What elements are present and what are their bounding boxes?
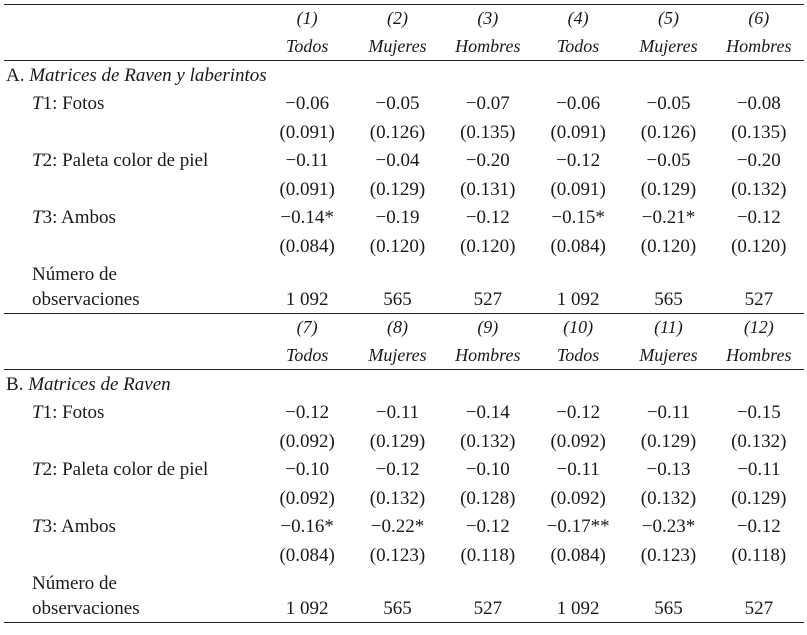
treatment-label: : Ambos xyxy=(52,207,116,228)
standard-error-row xyxy=(4,232,804,262)
standard-error-cell: (0.132) xyxy=(640,487,697,509)
empty-cell xyxy=(533,571,623,597)
coefficient-row xyxy=(4,514,804,541)
results-table xyxy=(4,4,804,623)
treatment-label: : Ambos xyxy=(52,516,116,537)
coefficient-cell: −0.20 xyxy=(736,150,781,171)
standard-error-cell: (0.084) xyxy=(550,544,606,566)
row-label xyxy=(4,400,262,427)
column-group-label: Hombres xyxy=(443,342,533,370)
treatment-symbol: T xyxy=(32,516,43,537)
coefficient-cell: −0.06 xyxy=(556,93,601,114)
empty-cell xyxy=(262,571,352,597)
observations-label-row xyxy=(4,571,804,597)
standard-error-cell: (0.129) xyxy=(369,178,426,200)
row-label xyxy=(4,91,262,118)
observations-cell: 565 xyxy=(352,288,442,314)
empty-cell xyxy=(443,571,533,597)
empty-cell xyxy=(714,262,804,288)
treatment-symbol: T xyxy=(32,459,43,480)
column-number: (9) xyxy=(443,314,533,342)
column-number: (5) xyxy=(623,5,713,33)
coefficient-cell: −0.23* xyxy=(641,516,696,537)
standard-error-row xyxy=(4,484,804,514)
coefficient-row xyxy=(4,148,804,175)
observations-cell: 527 xyxy=(443,597,533,623)
panel_a-title-row xyxy=(4,61,804,91)
standard-error-cell: (0.118) xyxy=(460,544,516,566)
standard-error-cell: (0.084) xyxy=(279,235,335,257)
coefficient-cell: −0.11 xyxy=(375,402,420,423)
coefficient-cell: −0.04 xyxy=(375,150,420,171)
coefficient-cell: −0.05 xyxy=(375,93,420,114)
coefficient-cell: −0.12 xyxy=(556,402,601,423)
observations-cell: 1 092 xyxy=(262,288,352,314)
observations-row xyxy=(4,597,804,623)
coefficient-cell: −0.10 xyxy=(285,459,330,480)
observations-label-row xyxy=(4,262,804,288)
observations-cell: 1 092 xyxy=(533,288,623,314)
treatment-label: : Fotos xyxy=(52,402,105,423)
observations-cell: 527 xyxy=(443,288,533,314)
standard-error-cell: (0.092) xyxy=(550,430,606,452)
coefficient-row xyxy=(4,457,804,484)
treatment-number: 3 xyxy=(42,516,53,537)
panel_a-column-number-row xyxy=(4,5,804,33)
observations-label: Número de xyxy=(32,572,117,594)
coefficient-cell: −0.14 xyxy=(465,402,510,423)
empty-cell xyxy=(262,262,352,288)
coefficient-cell: −0.05 xyxy=(646,93,691,114)
coefficient-cell: −0.15 xyxy=(736,402,781,423)
standard-error-row xyxy=(4,118,804,148)
row-label xyxy=(4,148,262,175)
treatment-number: 2 xyxy=(42,459,53,480)
standard-error-cell: (0.091) xyxy=(279,178,335,200)
standard-error-cell: (0.129) xyxy=(731,487,787,509)
coefficient-cell: −0.17** xyxy=(546,516,610,537)
coefficient-cell: −0.12 xyxy=(465,207,510,228)
coefficient-cell: −0.08 xyxy=(736,93,781,114)
standard-error-cell: (0.126) xyxy=(640,121,697,143)
panel-title xyxy=(4,61,804,91)
standard-error-cell: (0.126) xyxy=(369,121,426,143)
coefficient-cell: −0.11 xyxy=(737,459,781,480)
stub-cell xyxy=(4,5,262,33)
empty-cell xyxy=(714,571,804,597)
observations-cell: 1 092 xyxy=(533,597,623,623)
panel_b-title-row xyxy=(4,370,804,400)
column-number: (6) xyxy=(714,5,804,33)
stub-cell xyxy=(4,342,262,370)
panel_a-column-group-row xyxy=(4,33,804,61)
column-group-label: Todos xyxy=(262,342,352,370)
row-label xyxy=(4,205,262,232)
column-group-label: Hombres xyxy=(714,33,804,61)
panel-prefix: A. xyxy=(6,64,25,86)
observations-row xyxy=(4,288,804,314)
stub-cell xyxy=(4,175,262,205)
coefficient-cell: −0.11 xyxy=(285,150,329,171)
treatment-label: : Paleta color de piel xyxy=(52,459,209,480)
observations-cell: 565 xyxy=(352,597,442,623)
observations-label: observaciones xyxy=(4,597,262,623)
treatment-symbol: T xyxy=(32,93,43,114)
column-number: (1) xyxy=(262,5,352,33)
stub-cell xyxy=(4,427,262,457)
column-number: (12) xyxy=(714,314,804,342)
stub-cell xyxy=(4,484,262,514)
coefficient-cell: −0.12 xyxy=(736,207,781,228)
treatment-number: 3 xyxy=(42,207,53,228)
standard-error-cell: (0.123) xyxy=(369,544,426,566)
treatment-number: 2 xyxy=(42,150,53,171)
standard-error-cell: (0.092) xyxy=(550,487,606,509)
column-group-label: Mujeres xyxy=(623,342,713,370)
panel_b-column-group-row xyxy=(4,342,804,370)
coefficient-cell: −0.12 xyxy=(285,402,330,423)
empty-cell xyxy=(352,571,442,597)
standard-error-cell: (0.132) xyxy=(731,178,787,200)
panel-prefix: B. xyxy=(6,373,24,395)
standard-error-cell: (0.129) xyxy=(640,430,697,452)
coefficient-cell: −0.14* xyxy=(280,207,334,228)
results-table-body xyxy=(4,5,804,623)
standard-error-cell: (0.135) xyxy=(731,121,787,143)
standard-error-cell: (0.132) xyxy=(731,430,787,452)
treatment-label: : Paleta color de piel xyxy=(52,150,209,171)
observations-label: Número de xyxy=(32,263,117,285)
coefficient-cell: −0.10 xyxy=(465,459,510,480)
empty-cell xyxy=(623,571,713,597)
column-number: (4) xyxy=(533,5,623,33)
treatment-number: 1 xyxy=(42,93,53,114)
standard-error-cell: (0.092) xyxy=(279,430,335,452)
column-group-label: Mujeres xyxy=(352,33,442,61)
standard-error-cell: (0.135) xyxy=(460,121,516,143)
observations-cell: 565 xyxy=(623,597,713,623)
column-number: (10) xyxy=(533,314,623,342)
coefficient-row xyxy=(4,400,804,427)
row-label xyxy=(4,457,262,484)
row-label xyxy=(4,514,262,541)
stub-cell xyxy=(4,232,262,262)
treatment-symbol: T xyxy=(32,207,43,228)
standard-error-cell: (0.091) xyxy=(550,178,606,200)
standard-error-row xyxy=(4,175,804,205)
standard-error-cell: (0.132) xyxy=(369,487,426,509)
standard-error-cell: (0.131) xyxy=(460,178,516,200)
coefficient-cell: −0.12 xyxy=(736,516,781,537)
coefficient-cell: −0.11 xyxy=(556,459,600,480)
treatment-symbol: T xyxy=(32,150,43,171)
panel-title xyxy=(4,370,804,400)
stub-cell xyxy=(4,314,262,342)
coefficient-row xyxy=(4,205,804,232)
panel-title-text: Matrices de Raven y laberintos xyxy=(29,64,267,86)
standard-error-cell: (0.092) xyxy=(279,487,335,509)
standard-error-cell: (0.091) xyxy=(279,121,335,143)
panel_b-column-number-row xyxy=(4,314,804,342)
standard-error-row xyxy=(4,427,804,457)
coefficient-cell: −0.16* xyxy=(280,516,334,537)
standard-error-cell: (0.118) xyxy=(731,544,787,566)
column-group-label: Todos xyxy=(533,33,623,61)
standard-error-cell: (0.084) xyxy=(550,235,606,257)
coefficient-cell: −0.22* xyxy=(370,516,425,537)
column-number: (8) xyxy=(352,314,442,342)
empty-cell xyxy=(352,262,442,288)
coefficient-cell: −0.11 xyxy=(646,402,691,423)
coefficient-cell: −0.05 xyxy=(646,150,691,171)
column-group-label: Hombres xyxy=(443,33,533,61)
standard-error-cell: (0.120) xyxy=(640,235,697,257)
coefficient-cell: −0.20 xyxy=(465,150,510,171)
treatment-symbol: T xyxy=(32,402,43,423)
standard-error-row xyxy=(4,541,804,571)
stub-cell xyxy=(4,118,262,148)
empty-cell xyxy=(533,262,623,288)
empty-cell xyxy=(443,262,533,288)
column-group-label: Mujeres xyxy=(623,33,713,61)
standard-error-cell: (0.120) xyxy=(731,235,787,257)
standard-error-cell: (0.128) xyxy=(460,487,516,509)
coefficient-cell: −0.13 xyxy=(646,459,691,480)
standard-error-cell: (0.120) xyxy=(460,235,516,257)
column-group-label: Hombres xyxy=(714,342,804,370)
observations-cell: 565 xyxy=(623,288,713,314)
coefficient-cell: −0.21* xyxy=(641,207,696,228)
observations-cell: 1 092 xyxy=(262,597,352,623)
coefficient-cell: −0.12 xyxy=(465,516,510,537)
treatment-number: 1 xyxy=(42,402,53,423)
empty-cell xyxy=(623,262,713,288)
standard-error-cell: (0.129) xyxy=(369,430,426,452)
coefficient-cell: −0.12 xyxy=(375,459,420,480)
standard-error-cell: (0.091) xyxy=(550,121,606,143)
standard-error-cell: (0.084) xyxy=(279,544,335,566)
treatment-label: : Fotos xyxy=(52,93,105,114)
coefficient-cell: −0.07 xyxy=(465,93,510,114)
standard-error-cell: (0.129) xyxy=(640,178,697,200)
standard-error-cell: (0.132) xyxy=(460,430,516,452)
panel-title-text: Matrices de Raven xyxy=(28,373,171,395)
coefficient-cell: −0.12 xyxy=(556,150,601,171)
coefficient-cell: −0.06 xyxy=(285,93,330,114)
column-group-label: Mujeres xyxy=(352,342,442,370)
column-group-label: Todos xyxy=(533,342,623,370)
observations-cell: 527 xyxy=(714,288,804,314)
column-number: (11) xyxy=(623,314,713,342)
standard-error-cell: (0.123) xyxy=(640,544,697,566)
coefficient-row xyxy=(4,91,804,118)
observations-label: observaciones xyxy=(4,288,262,314)
standard-error-cell: (0.120) xyxy=(369,235,426,257)
stub-cell xyxy=(4,33,262,61)
stub-cell xyxy=(4,541,262,571)
column-group-label: Todos xyxy=(262,33,352,61)
column-number: (3) xyxy=(443,5,533,33)
column-number: (2) xyxy=(352,5,442,33)
observations-cell: 527 xyxy=(714,597,804,623)
column-number: (7) xyxy=(262,314,352,342)
coefficient-cell: −0.15* xyxy=(551,207,605,228)
coefficient-cell: −0.19 xyxy=(375,207,420,228)
